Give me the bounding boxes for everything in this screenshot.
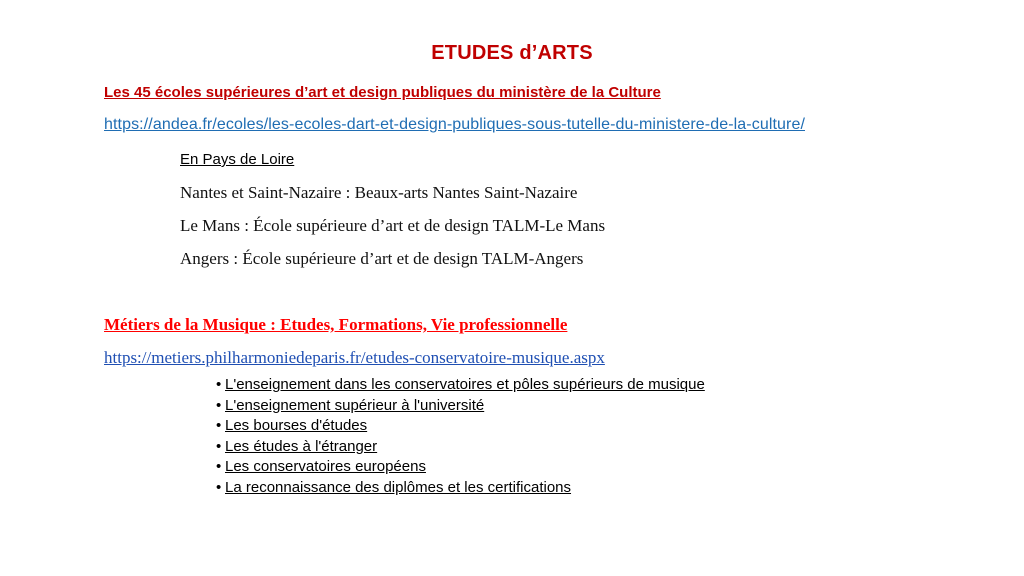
bullet-icon: • bbox=[216, 376, 222, 393]
philharmonie-link[interactable]: https://metiers.philharmoniedeparis.fr/etudes-conservatoire-musique.aspx bbox=[104, 348, 605, 367]
school-nantes: Nantes et Saint-Nazaire : Beaux-arts Nantes Saint-Nazaire bbox=[180, 183, 578, 202]
link-diplomes[interactable]: La reconnaissance des diplômes et les certifications bbox=[225, 478, 572, 496]
bullet-icon: • bbox=[216, 458, 222, 475]
link-universite[interactable]: L'enseignement supérieur à l'université bbox=[225, 396, 485, 414]
bullet-icon: • bbox=[216, 417, 222, 434]
list-item bbox=[216, 478, 705, 499]
list-item bbox=[216, 437, 705, 458]
andea-link[interactable]: https://andea.fr/ecoles/les-ecoles-dart-et-design-publiques-sous-tutelle-du-ministere-de-la-culture/ bbox=[104, 116, 805, 133]
list-item bbox=[216, 416, 705, 437]
link-conservatoires[interactable]: L'enseignement dans les conservatoires et pôles supérieurs de musique bbox=[225, 376, 705, 393]
school-angers: Angers : École supérieure d’art et de design TALM-Angers bbox=[180, 249, 584, 268]
link-bourses[interactable]: Les bourses d'études bbox=[225, 417, 368, 434]
bullet-icon: • bbox=[216, 396, 222, 414]
link-conservatoires-europeens[interactable]: Les conservatoires européens bbox=[225, 458, 426, 475]
list-item bbox=[216, 396, 705, 417]
music-links-list bbox=[216, 375, 705, 498]
art-schools-heading: Les 45 écoles supérieures d’art et design publiques du ministère de la Culture bbox=[104, 84, 661, 101]
bullet-icon: • bbox=[216, 437, 222, 455]
region-label: En Pays de Loire bbox=[180, 151, 295, 168]
music-heading: Métiers de la Musique : Etudes, Formations, Vie professionnelle bbox=[104, 315, 568, 334]
bullet-icon: • bbox=[216, 478, 222, 496]
list-item bbox=[216, 457, 705, 478]
link-etranger[interactable]: Les études à l'étranger bbox=[225, 437, 378, 455]
list-item bbox=[216, 375, 705, 396]
page-title: ETUDES d’ARTS bbox=[431, 42, 593, 64]
school-le-mans: Le Mans : École supérieure d’art et de design TALM-Le Mans bbox=[180, 216, 606, 235]
